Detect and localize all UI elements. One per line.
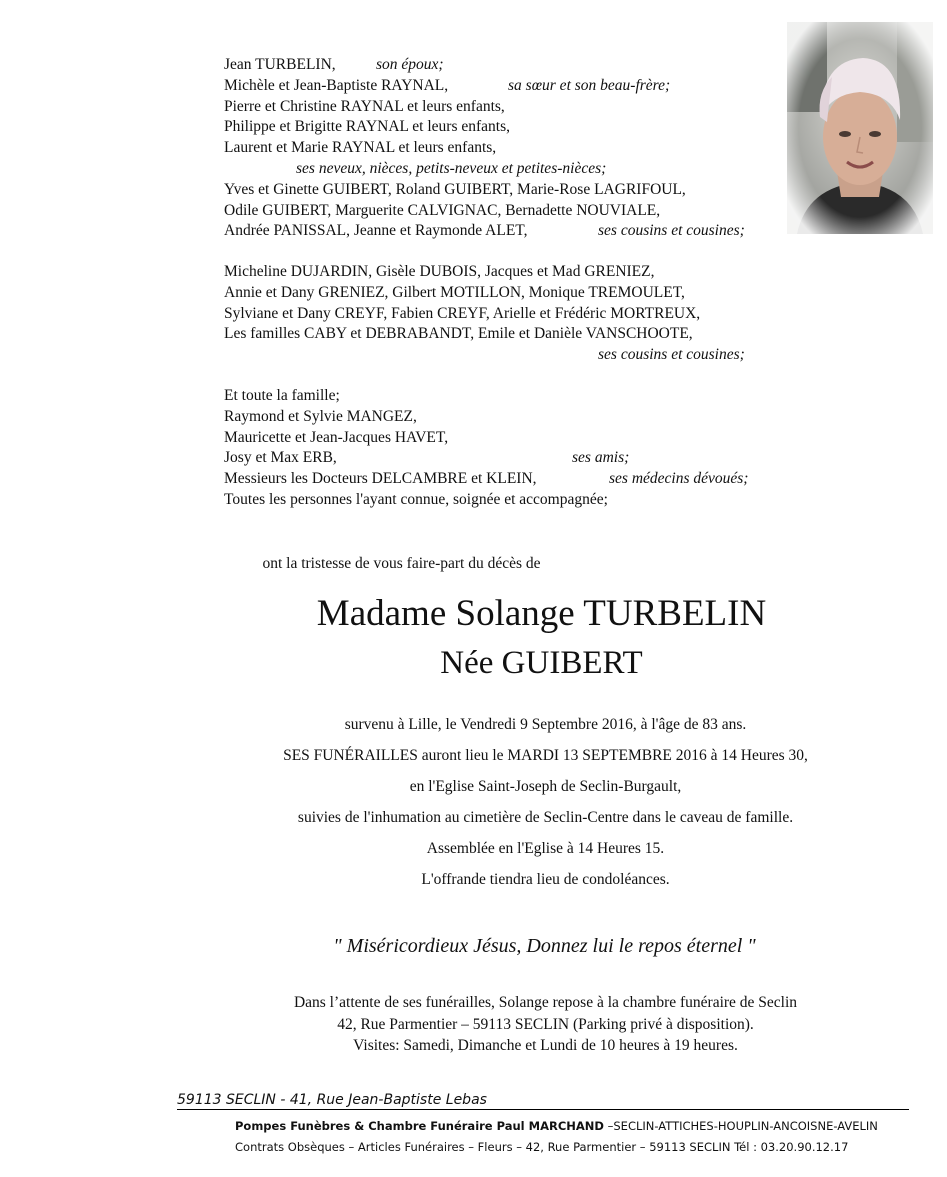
portrait-photo: [787, 22, 933, 234]
company-name: Pompes Funèbres & Chambre Funéraire Paul MARCHAND: [235, 1119, 604, 1133]
family-relation: ses neveux, nièces, petits-neveux et petites-nièces;: [296, 160, 607, 177]
family-line: Laurent et Marie RAYNAL et leurs enfants,: [224, 139, 497, 157]
visit-info-line: Dans l’attente de ses funérailles, Solange repose à la chambre funéraire de Seclin: [293, 994, 798, 1011]
family-relation: sa sœur et son beau-frère;: [508, 76, 671, 94]
footer-services: Contrats Obsèques – Articles Funéraires – Fleurs – 42, Rue Parmentier – 59113 SECLIN Tél : 03.20.90.12.17: [235, 1140, 849, 1154]
family-line: Annie et Dany GRENIEZ, Gilbert MOTILLON, Monique TREMOULET,: [224, 283, 685, 301]
family-relation: ses cousins et cousines;: [598, 222, 745, 240]
family-relation: ses médecins dévoués;: [609, 470, 749, 488]
funeral-detail: SES FUNÉRAILLES auront lieu le MARDI 13 SEPTEMBRE 2016 à 14 Heures 30,: [283, 747, 808, 764]
visit-info-line: Visites: Samedi, Dimanche et Lundi de 10 heures à 19 heures.: [353, 1037, 738, 1054]
visit-info-line: 42, Rue Parmentier – 59113 SECLIN (Parking privé à disposition).: [337, 1015, 754, 1033]
family-line: Andrée PANISSAL, Jeanne et Raymonde ALET,: [224, 222, 528, 240]
company-locations: –SECLIN-ATTICHES-HOUPLIN-ANCOISNE-AVELIN: [603, 1119, 878, 1133]
family-line: Yves et Ginette GUIBERT, Roland GUIBERT, Marie-Rose LAGRIFOUL,: [224, 180, 686, 198]
prayer-quote: " Miséricordieux Jésus, Donnez lui le repos éternel ": [333, 935, 756, 957]
funeral-detail: L'offrande tiendra lieu de condoléances.: [421, 871, 670, 888]
footer-address: 59113 SECLIN - 41, Rue Jean-Baptiste Lebas: [177, 1092, 487, 1108]
family-line: Micheline DUJARDIN, Gisèle DUBOIS, Jacques et Mad GRENIEZ,: [224, 263, 655, 280]
family-line: Philippe et Brigitte RAYNAL et leurs enfants,: [224, 118, 510, 136]
family-line: Mauricette et Jean-Jacques HAVET,: [224, 428, 449, 446]
family-line: Raymond et Sylvie MANGEZ,: [224, 407, 417, 425]
family-relation: ses cousins et cousines;: [598, 346, 745, 363]
family-line: Jean TURBELIN,: [224, 56, 336, 73]
family-line: Pierre et Christine RAYNAL et leurs enfants,: [224, 97, 505, 115]
deceased-name: Madame Solange TURBELIN: [316, 593, 767, 634]
family-line: Toutes les personnes l'ayant connue, soignée et accompagnée;: [224, 491, 608, 508]
footer-divider: [177, 1109, 909, 1110]
funeral-detail: survenu à Lille, le Vendredi 9 Septembre 2016, à l'âge de 83 ans.: [344, 716, 747, 733]
family-line: Les familles CABY et DEBRABANDT, Emile et Danièle VANSCHOOTE,: [224, 325, 693, 343]
family-relation: ses amis;: [572, 449, 630, 467]
funeral-detail: Assemblée en l'Eglise à 14 Heures 15.: [426, 840, 665, 857]
family-relation: son époux;: [376, 56, 444, 73]
family-line: Josy et Max ERB,: [224, 449, 337, 467]
family-line: Odile GUIBERT, Marguerite CALVIGNAC, Bernadette NOUVIALE,: [224, 201, 661, 219]
funeral-detail: suivies de l'inhumation au cimetière de Seclin-Centre dans le caveau de famille.: [297, 809, 794, 826]
footer-company: [235, 1116, 878, 1136]
announcement-text: ont la tristesse de vous faire-part du décès de: [262, 555, 541, 572]
family-line: Michèle et Jean-Baptiste RAYNAL,: [224, 76, 449, 94]
funeral-detail: en l'Eglise Saint-Joseph de Seclin-Burgault,: [409, 778, 682, 795]
maiden-name: Née GUIBERT: [440, 645, 643, 681]
family-line: Sylviane et Dany CREYF, Fabien CREYF, Arielle et Frédéric MORTREUX,: [224, 304, 701, 322]
family-line: Et toute la famille;: [224, 387, 340, 404]
family-line: Messieurs les Docteurs DELCAMBRE et KLEIN,: [224, 470, 537, 488]
